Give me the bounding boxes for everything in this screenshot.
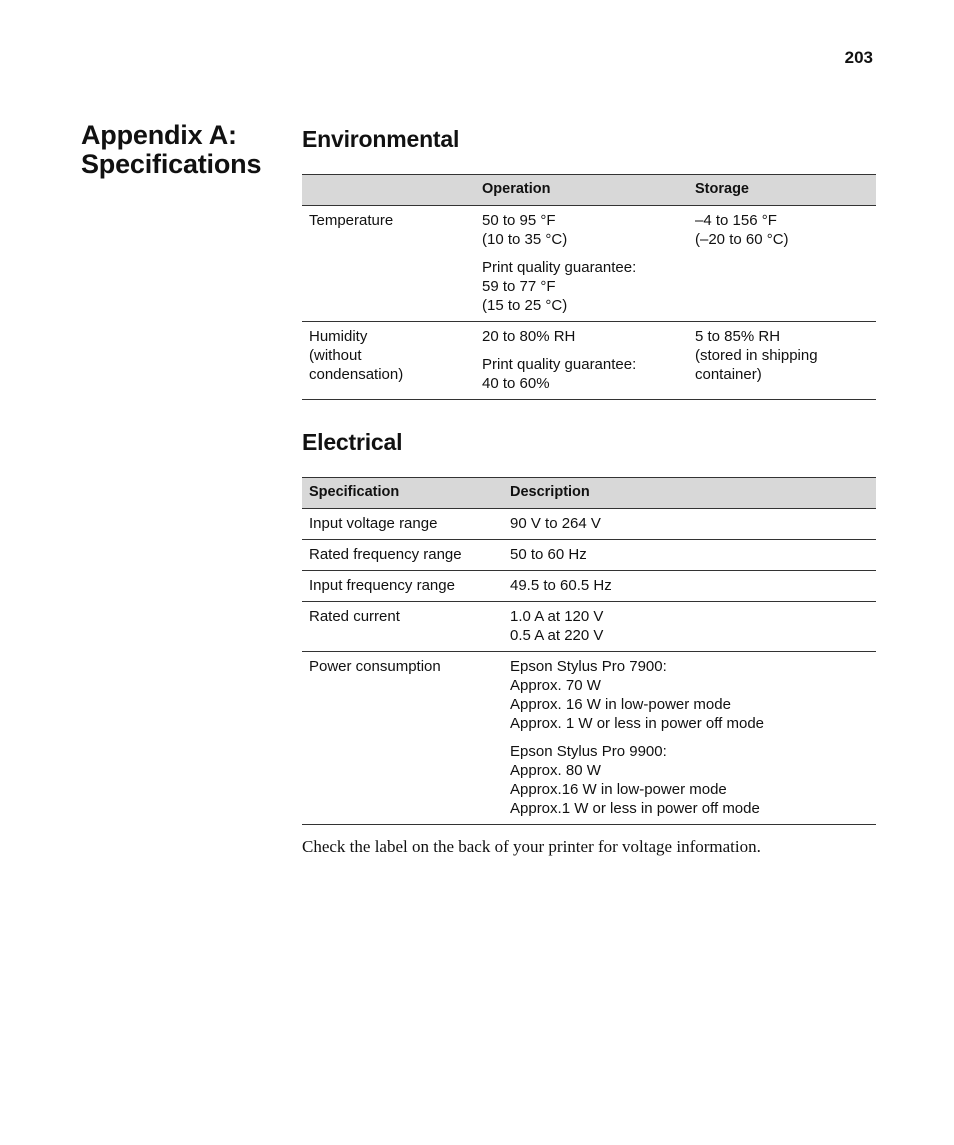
table-row bbox=[302, 602, 876, 652]
operation-cell bbox=[475, 322, 688, 400]
environmental-header-storage: Storage bbox=[688, 175, 876, 206]
storage-paragraph bbox=[695, 211, 869, 249]
cell-line: Print quality guarantee: bbox=[482, 259, 637, 276]
storage-cell bbox=[688, 206, 876, 322]
description-cell bbox=[503, 540, 876, 571]
table-row bbox=[302, 206, 876, 322]
storage-cell bbox=[688, 322, 876, 400]
cell-line: 50 to 95 °F bbox=[482, 212, 556, 229]
electrical-section-title: Electrical bbox=[302, 429, 403, 455]
description-paragraph bbox=[510, 657, 869, 733]
cell-line: 49.5 to 60.5 Hz bbox=[510, 577, 612, 594]
description-cell bbox=[503, 602, 876, 652]
cell-line: 90 V to 264 V bbox=[510, 515, 601, 532]
cell-line: –4 to 156 °F bbox=[695, 212, 777, 229]
cell-line: Approx.1 W or less in power off mode bbox=[510, 800, 760, 817]
cell-line: 1.0 A at 120 V bbox=[510, 608, 604, 625]
table-row bbox=[302, 509, 876, 540]
operation-paragraph bbox=[482, 355, 681, 393]
cell-line: 0.5 A at 220 V bbox=[510, 627, 604, 644]
row-label-cell bbox=[302, 206, 475, 322]
voltage-footnote: Check the label on the back of your printer for voltage information. bbox=[302, 837, 761, 856]
spec-cell: Input frequency range bbox=[302, 571, 503, 602]
table-row bbox=[302, 652, 876, 825]
spec-cell: Input voltage range bbox=[302, 509, 503, 540]
spec-cell: Rated current bbox=[302, 602, 503, 652]
cell-line: Approx. 70 W bbox=[510, 677, 601, 694]
description-cell bbox=[503, 652, 876, 825]
cell-line: (–20 to 60 °C) bbox=[695, 231, 789, 248]
row-label: condensation) bbox=[309, 366, 404, 383]
cell-line: Epson Stylus Pro 9900: bbox=[510, 743, 667, 760]
operation-paragraph bbox=[482, 258, 681, 315]
environmental-header-label bbox=[302, 175, 475, 206]
cell-line: Approx.16 W in low-power mode bbox=[510, 781, 727, 798]
description-cell bbox=[503, 571, 876, 602]
cell-line: (15 to 25 °C) bbox=[482, 297, 568, 314]
row-label-cell bbox=[302, 322, 475, 400]
table-row bbox=[302, 571, 876, 602]
cell-line: Approx. 1 W or less in power off mode bbox=[510, 715, 765, 732]
cell-line: 50 to 60 Hz bbox=[510, 546, 587, 563]
description-cell bbox=[503, 509, 876, 540]
environmental-section-title: Environmental bbox=[302, 126, 460, 152]
page-number: 203 bbox=[844, 48, 873, 67]
cell-line: Approx. 80 W bbox=[510, 762, 601, 779]
electrical-header-description: Description bbox=[503, 478, 876, 509]
environmental-table bbox=[302, 174, 876, 400]
cell-line: 20 to 80% RH bbox=[482, 328, 576, 345]
row-label: Humidity bbox=[309, 328, 368, 345]
table-row bbox=[302, 540, 876, 571]
environmental-header-operation: Operation bbox=[475, 175, 688, 206]
electrical-header-row bbox=[302, 478, 876, 509]
storage-paragraph bbox=[695, 327, 869, 384]
cell-line: Print quality guarantee: bbox=[482, 356, 637, 373]
cell-line: 5 to 85% RH bbox=[695, 328, 781, 345]
cell-line: Epson Stylus Pro 7900: bbox=[510, 658, 667, 675]
chapter-title: Appendix A: Specifications bbox=[81, 120, 262, 179]
cell-line: (stored in shipping bbox=[695, 347, 818, 364]
operation-paragraph bbox=[482, 211, 681, 249]
operation-cell bbox=[475, 206, 688, 322]
row-label: Temperature bbox=[309, 212, 394, 229]
description-paragraph bbox=[510, 742, 869, 818]
table-row bbox=[302, 322, 876, 400]
operation-paragraph bbox=[482, 327, 681, 346]
row-label: (without bbox=[309, 347, 362, 364]
cell-line: 40 to 60% bbox=[482, 375, 550, 392]
spec-cell: Power consumption bbox=[302, 652, 503, 825]
cell-line: (10 to 35 °C) bbox=[482, 231, 568, 248]
cell-line: 59 to 77 °F bbox=[482, 278, 556, 295]
cell-line: container) bbox=[695, 366, 762, 383]
spec-cell: Rated frequency range bbox=[302, 540, 503, 571]
electrical-header-specification: Specification bbox=[302, 478, 503, 509]
environmental-header-row bbox=[302, 175, 876, 206]
cell-line: Approx. 16 W in low-power mode bbox=[510, 696, 731, 713]
electrical-table bbox=[302, 477, 876, 825]
